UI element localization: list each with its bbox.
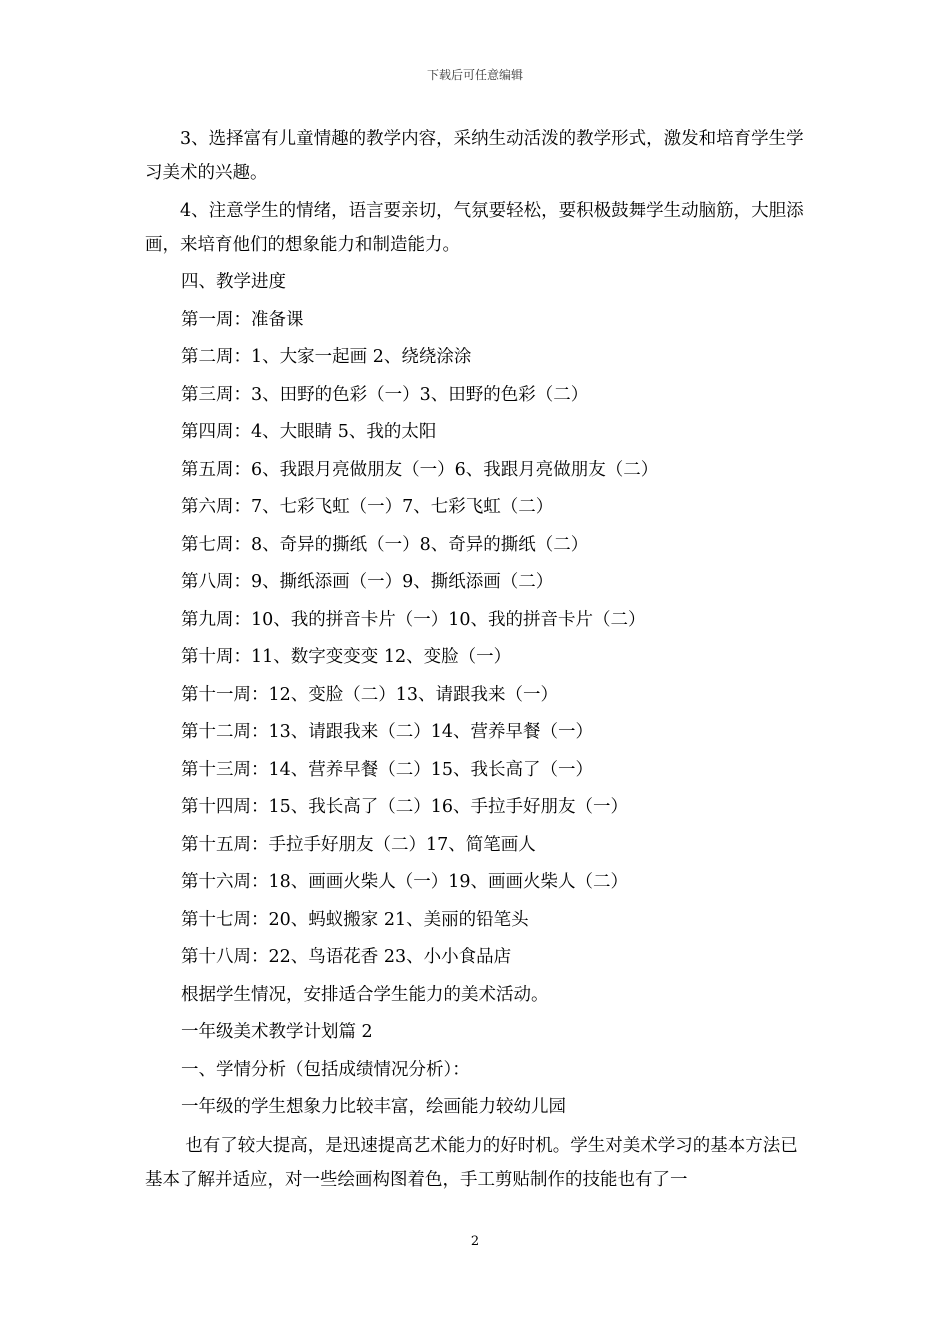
week-item: 第四周：4、大眼睛 5、我的太阳 xyxy=(181,422,437,442)
page-header: 下载后可任意编辑 xyxy=(426,68,523,82)
page-number: 2 xyxy=(470,1234,480,1249)
week-item: 第十五周：手拉手好朋友（二）17、简笔画人 xyxy=(181,834,536,855)
paragraph-4: 4、注意学生的情绪，语言要亲切，气氛要轻松，要积极鼓舞学生动脑筋，大胆添画，来培育他们的想象能力和制造能力。 xyxy=(145,201,804,255)
week-item: 第六周：7、七彩飞虹（一）7、七彩飞虹（二） xyxy=(181,497,554,517)
week-item: 第十七周：20、蚂蚁搬家 21、美丽的铅笔头 xyxy=(181,909,529,930)
week-item: 第十四周：15、我长高了（二）16、手拉手好朋友（一） xyxy=(181,797,629,817)
week-item: 第五周：6、我跟月亮做朋友（一）6、我跟月亮做朋友（二） xyxy=(181,459,659,480)
week-item: 第十二周：13、请跟我来（二）14、营养早餐（一） xyxy=(181,722,594,742)
section-heading: 四、教学进度 xyxy=(181,272,286,292)
schedule-list xyxy=(145,264,810,1127)
week-item: 第一周：准备课 xyxy=(181,309,304,330)
week-item: 第三周：3、田野的色彩（一）3、田野的色彩（二） xyxy=(181,384,589,405)
week-item: 第七周：8、奇异的撕纸（一）8、奇异的撕纸（二） xyxy=(181,534,589,555)
week-item: 第八周：9、撕纸添画（一）9、撕纸添画（二） xyxy=(181,572,554,592)
week-item: 第九周：10、我的拼音卡片（一）10、我的拼音卡片（二） xyxy=(181,609,646,630)
section-heading: 一、学情分析（包括成绩情况分析）： xyxy=(181,1059,470,1080)
week-item: 第十周：11、数字变变变 12、变脸（一） xyxy=(181,647,512,667)
week-item: 第十三周：14、营养早餐（二）15、我长高了（一） xyxy=(181,759,594,780)
document-body xyxy=(145,122,810,1197)
paragraph-analysis: 也有了较大提高，是迅速提高艺术能力的好时机。学生对美术学习的基本方法已基本了解并适应，对一些绘画构图着色，手工剪贴制作的技能也有了一 xyxy=(145,1135,798,1190)
section-title: 一年级美术教学计划篇 2 xyxy=(181,1022,373,1042)
body-line: 一年级的学生想象力比较丰富，绘画能力较幼儿园 xyxy=(181,1097,566,1117)
paragraph-3: 3、选择富有儿童情趣的教学内容，采纳生动活泼的教学形式，激发和培育学生学习美术的兴趣。 xyxy=(145,129,804,183)
closing-note: 根据学生情况，安排适合学生能力的美术活动。 xyxy=(181,984,549,1005)
week-item: 第二周：1、大家一起画 2、绕绕涂涂 xyxy=(181,347,472,367)
week-item: 第十一周：12、变脸（二）13、请跟我来（一） xyxy=(181,684,559,705)
week-item: 第十六周：18、画画火柴人（一）19、画画火柴人（二） xyxy=(181,872,629,892)
week-item: 第十八周：22、鸟语花香 23、小小食品店 xyxy=(181,947,512,967)
